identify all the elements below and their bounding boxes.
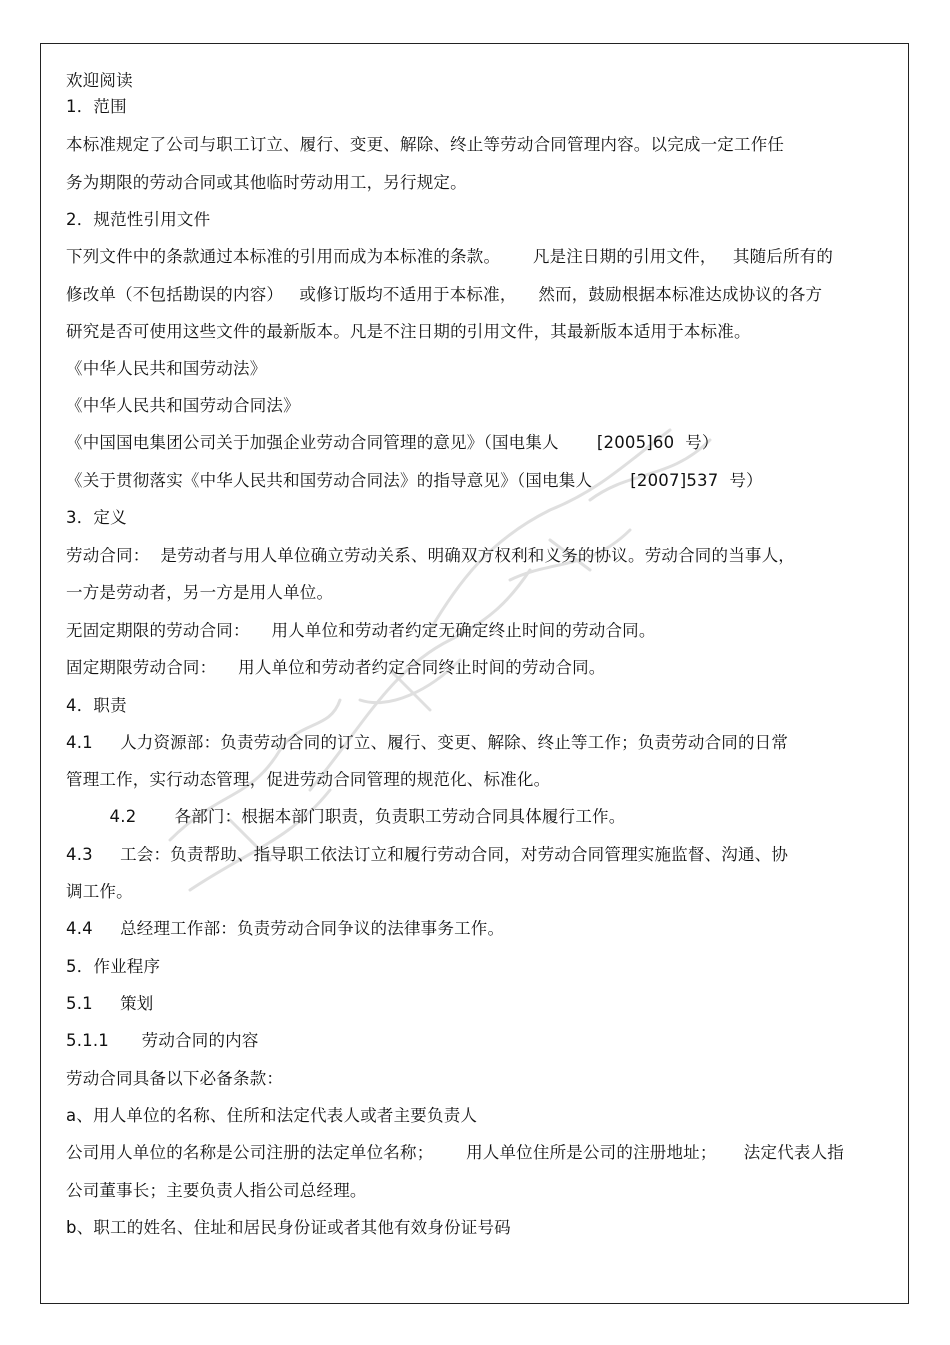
- heading-scope: 1．范围: [66, 97, 127, 116]
- reference-item: 《中华人民共和国劳动合同法》: [66, 396, 300, 415]
- reference-item: 《中国国电集团公司关于加强企业劳动合同管理的意见》（国电集人 [2005]60 号）: [66, 433, 719, 452]
- paragraph-line: 劳动合同： 是劳动者与用人单位确立劳动关系、明确双方权利和义务的协议。劳动合同的当事人，: [66, 546, 795, 565]
- paragraph-line: 4.3 工会：负责帮助、指导职工依法订立和履行劳动合同，对劳动合同管理实施监督、沟通、协: [66, 845, 789, 864]
- paragraph-line: 固定期限劳动合同： 用人单位和劳动者约定合同终止时间的劳动合同。: [66, 658, 606, 677]
- reference-item: 《中华人民共和国劳动法》: [66, 359, 267, 378]
- subheading: 5.1 策划: [66, 994, 154, 1013]
- paragraph-line: 务为期限的劳动合同或其他临时劳动用工，另行规定。: [66, 173, 467, 192]
- paragraph-line: 4.1 人力资源部：负责劳动合同的订立、履行、变更、解除、终止等工作；负责劳动合同的日常: [66, 733, 789, 752]
- paragraph-line: 劳动合同具备以下必备条款：: [66, 1069, 284, 1088]
- heading-duties: 4．职责: [66, 696, 127, 715]
- paragraph-line: 公司用人单位的名称是公司注册的法定单位名称； 用人单位住所是公司的注册地址； 法定代表人指: [66, 1143, 844, 1162]
- heading-references: 2．规范性引用文件: [66, 210, 211, 229]
- paragraph-line: 下列文件中的条款通过本标准的引用而成为本标准的条款。 凡是注日期的引用文件， 其随后所有的: [66, 247, 834, 266]
- paragraph-line: 调工作。: [66, 882, 133, 901]
- paragraph-line: 修改单（不包括勘误的内容） 或修订版均不适用于本标准， 然而，鼓励根据本标准达成协议的各方: [66, 285, 823, 304]
- paragraph-line: 管理工作，实行动态管理，促进劳动合同管理的规范化、标准化。: [66, 770, 551, 789]
- paragraph-line: 公司董事长；主要负责人指公司总经理。: [66, 1181, 367, 1200]
- paragraph-line: b、职工的姓名、住址和居民身份证或者其他有效身份证号码: [66, 1218, 511, 1237]
- paragraph-line: 一方是劳动者，另一方是用人单位。: [66, 583, 334, 602]
- reference-item: 《关于贯彻落实《中华人民共和国劳动合同法》的指导意见》（国电集人 [2007]537 号）: [66, 471, 763, 490]
- line-welcome: 欢迎阅读: [66, 71, 133, 90]
- heading-definitions: 3．定义: [66, 508, 127, 527]
- subheading: 5.1.1 劳动合同的内容: [66, 1031, 259, 1050]
- paragraph-line: 本标准规定了公司与职工订立、履行、变更、解除、终止等劳动合同管理内容。以完成一定工作任: [66, 135, 785, 154]
- paragraph-line: 4.2 各部门：根据本部门职责，负责职工劳动合同具体履行工作。: [66, 807, 626, 826]
- paragraph-line: 研究是否可使用这些文件的最新版本。凡是不注日期的引用文件，其最新版本适用于本标准。: [66, 322, 751, 341]
- paragraph-line: 无固定期限的劳动合同： 用人单位和劳动者约定无确定终止时间的劳动合同。: [66, 621, 656, 640]
- heading-procedure: 5．作业程序: [66, 957, 161, 976]
- paragraph-line: a、用人单位的名称、住所和法定代表人或者主要负责人: [66, 1106, 478, 1125]
- paragraph-line: 4.4 总经理工作部：负责劳动合同争议的法律事务工作。: [66, 919, 505, 938]
